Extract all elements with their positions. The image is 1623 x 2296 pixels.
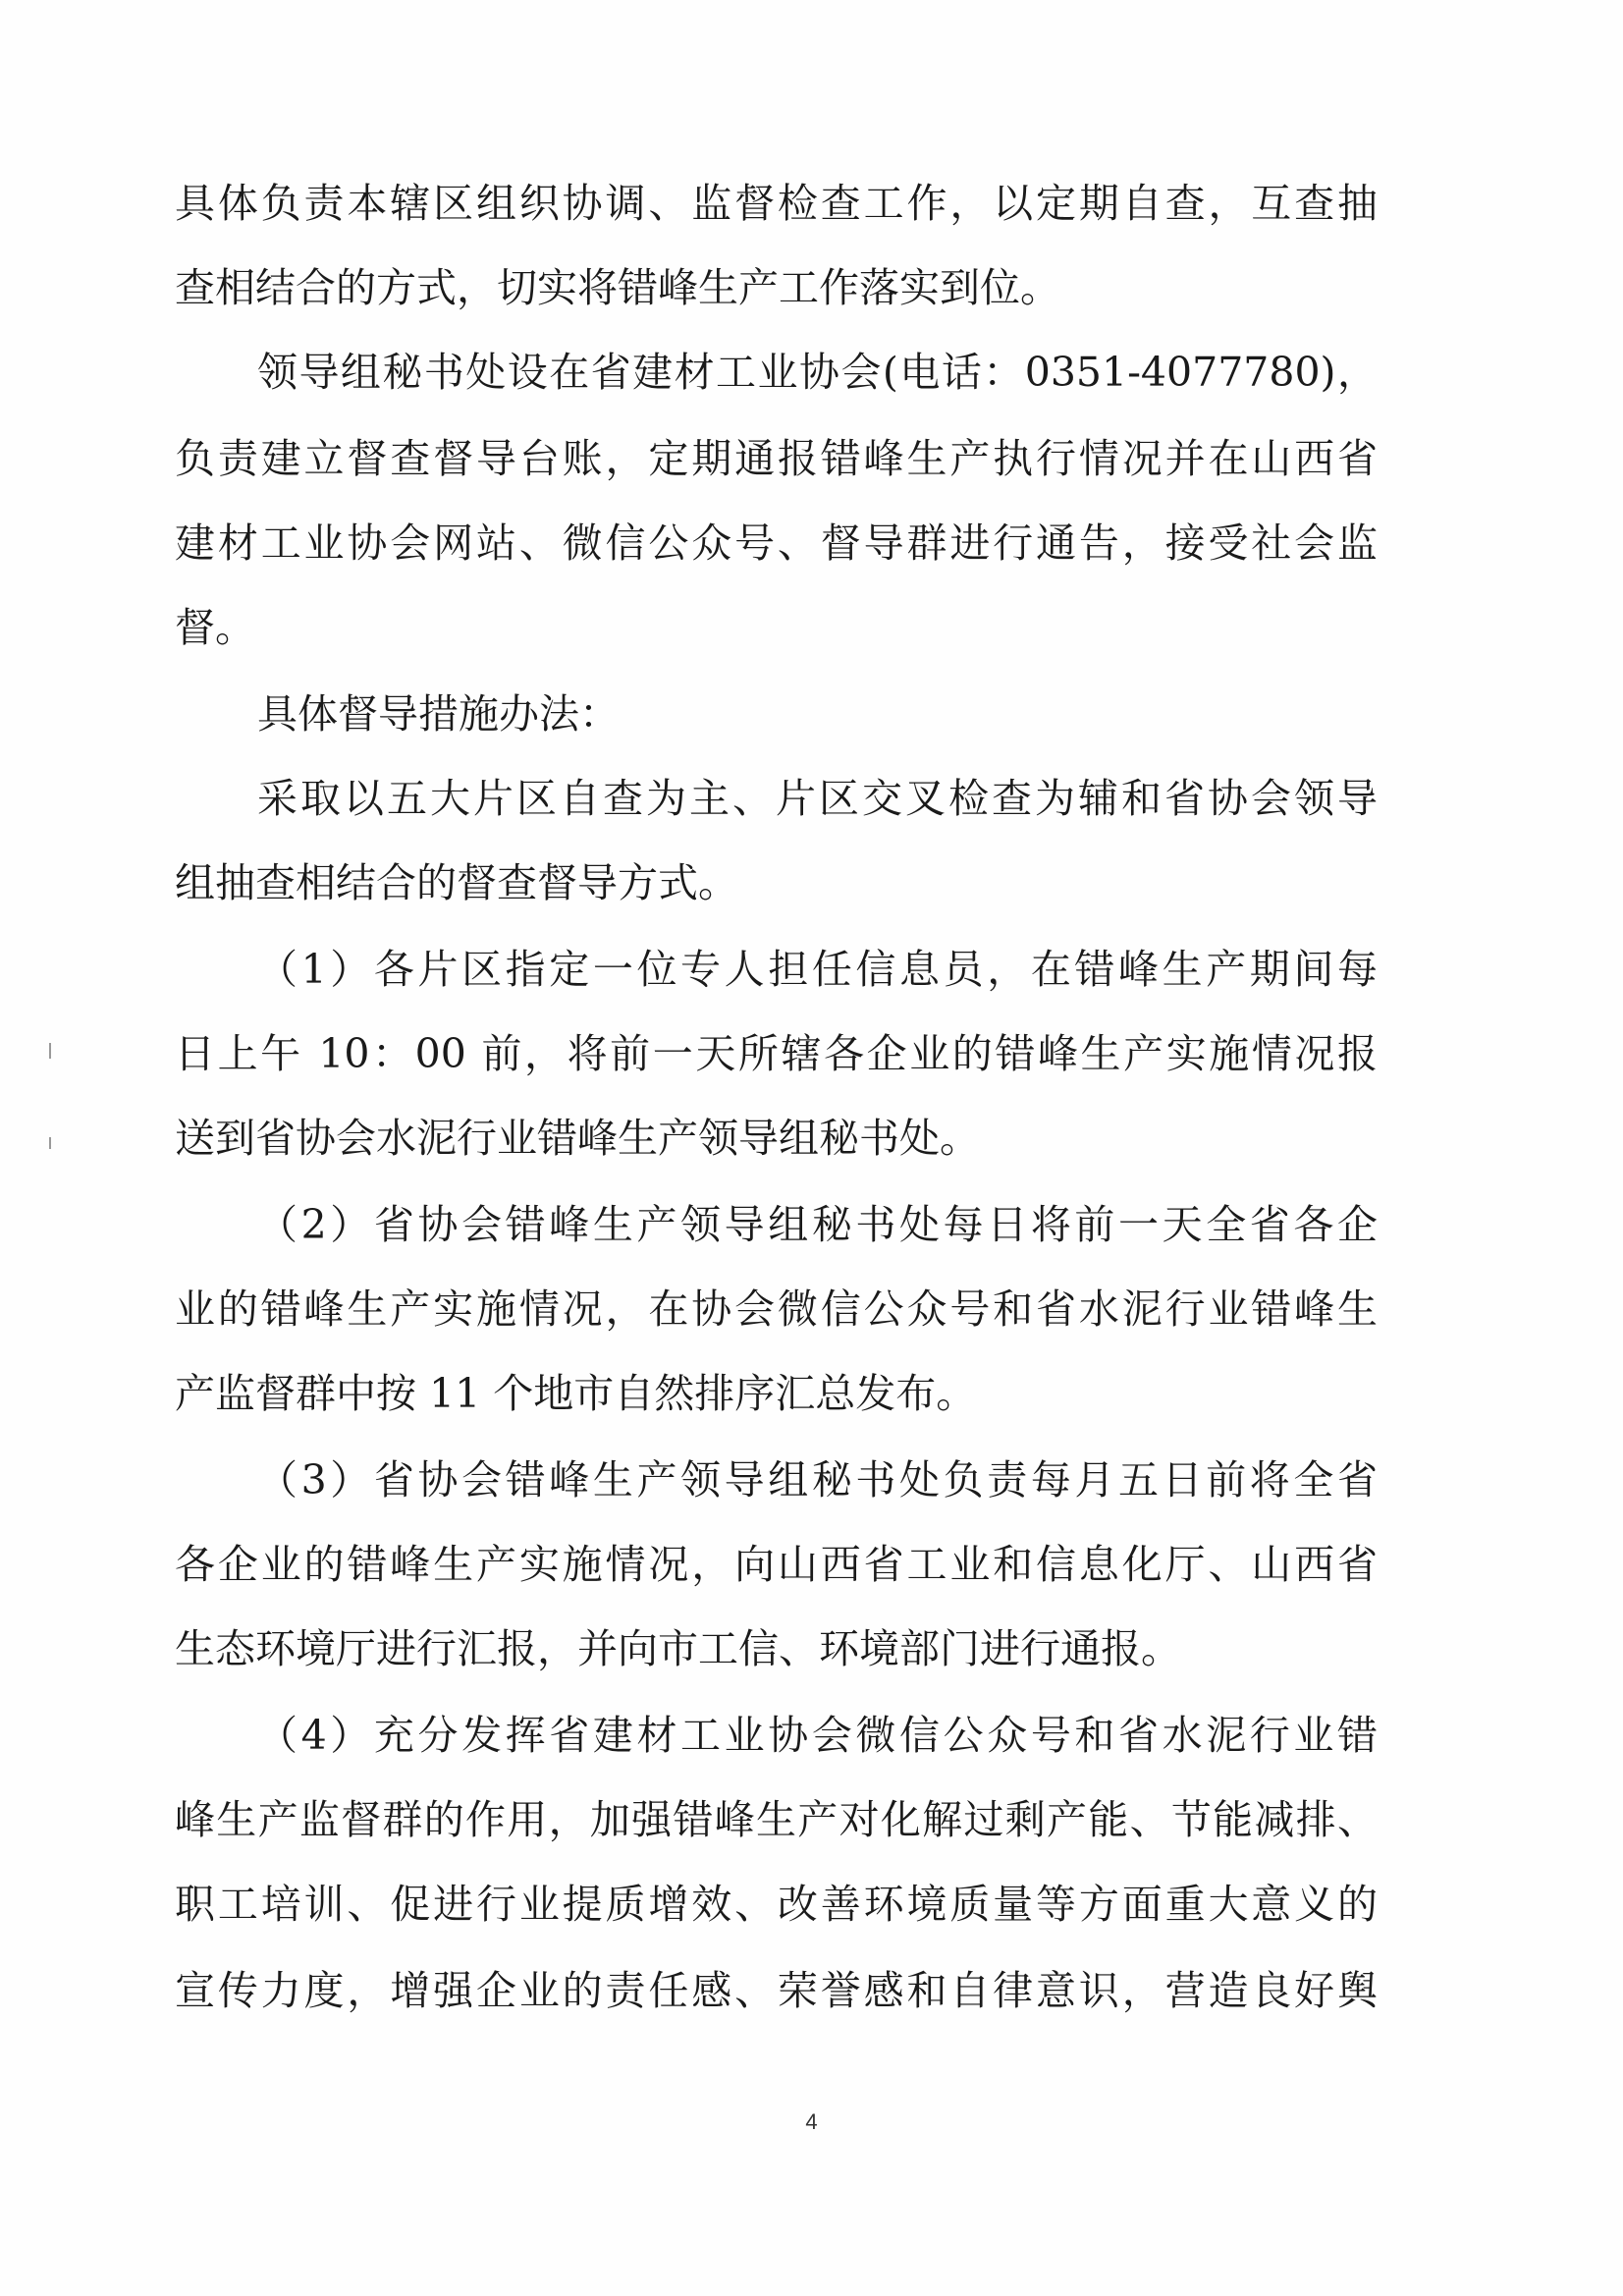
page-number: 4 — [805, 2109, 818, 2134]
paragraph-line: 组抽查相结合的督查督导方式。 — [175, 859, 738, 906]
paragraph-line: 查相结合的方式，切实将错峰生产工作落实到位。 — [175, 264, 1060, 311]
section-heading: 具体督导措施办法： — [257, 690, 620, 738]
paragraph-line: 送到省协会水泥行业错峰生产领导组秘书处。 — [175, 1115, 980, 1162]
paragraph-line: （4）充分发挥省建材工业协会微信公众号和省水泥行业错 — [257, 1712, 1378, 1759]
paragraph-line: 建材工业协会网站、微信公众号、督导群进行通告，接受社会监 — [175, 519, 1378, 567]
paragraph-line: 负责建立督查督导台账，定期通报错峰生产执行情况并在山西省 — [175, 435, 1378, 482]
scan-artifact-mark — [49, 1137, 51, 1149]
paragraph-line: 领导组秘书处设在省建材工业协会(电话：0351-4077780)， — [257, 349, 1378, 396]
paragraph-line: 具体负责本辖区组织协调、监督检查工作，以定期自查，互查抽 — [175, 180, 1378, 227]
paragraph-line: （1）各片区指定一位专人担任信息员，在错峰生产期间每 — [257, 946, 1378, 993]
paragraph-line: 采取以五大片区自查为主、片区交叉检查为辅和省协会领导 — [257, 775, 1378, 822]
paragraph-line: 各企业的错峰生产实施情况，向山西省工业和信息化厅、山西省 — [175, 1541, 1378, 1588]
paragraph-line: 日上午 10：00 前，将前一天所辖各企业的错峰生产实施情况报 — [175, 1030, 1378, 1077]
paragraph-line: 督。 — [175, 604, 255, 651]
paragraph-line: （2）省协会错峰生产领导组秘书处每日将前一天全省各企 — [257, 1201, 1378, 1248]
paragraph-line: 业的错峰生产实施情况，在协会微信公众号和省水泥行业错峰生 — [175, 1285, 1378, 1333]
paragraph-line: （3）省协会错峰生产领导组秘书处负责每月五日前将全省 — [257, 1456, 1378, 1503]
scan-artifact-mark — [49, 1043, 51, 1059]
paragraph-line: 生态环境厅进行汇报，并向市工信、环境部门进行通报。 — [175, 1625, 1181, 1672]
paragraph-line: 宣传力度，增强企业的责任感、荣誉感和自律意识，营造良好舆 — [175, 1967, 1378, 2014]
paragraph-line: 职工培训、促进行业提质增效、改善环境质量等方面重大意义的 — [175, 1881, 1378, 1928]
paragraph-line: 产监督群中按 11 个地市自然排序汇总发布。 — [175, 1370, 977, 1417]
paragraph-line: 峰生产监督群的作用，加强错峰生产对化解过剩产能、节能减排、 — [175, 1796, 1378, 1843]
